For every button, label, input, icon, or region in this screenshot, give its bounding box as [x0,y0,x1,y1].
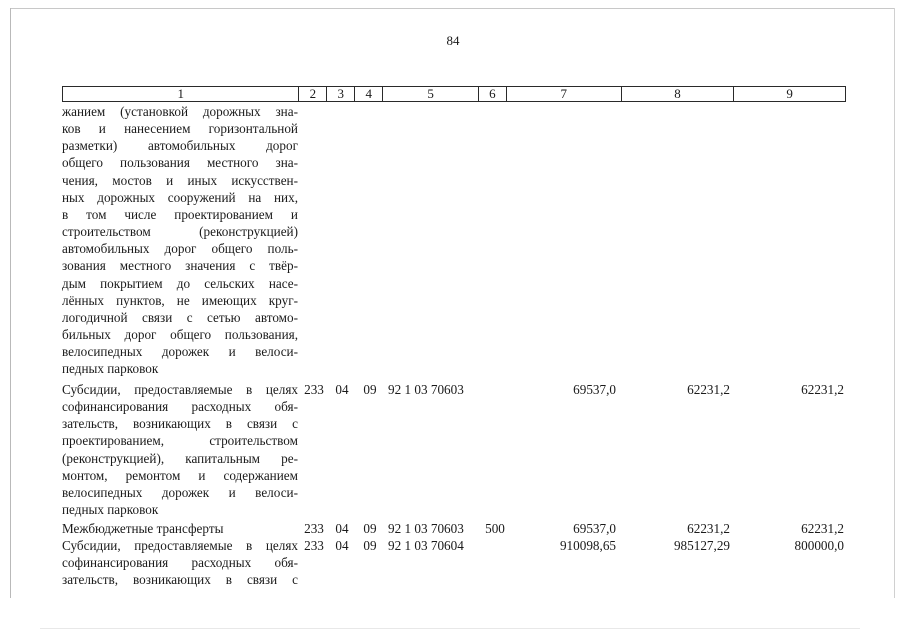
description-line: (реконструкцией), капитальным ре- [62,450,298,466]
description-line: логодичной связи с сетью автомо- [62,309,298,325]
admin-code: 233 [304,382,324,397]
target-article-code: 92 1 03 70604 [388,538,464,553]
description-line: Субсидии, предоставляемые в целях [62,382,298,397]
header-col-5: 5 [383,87,479,101]
header-col-9: 9 [786,86,793,101]
description-line: ков и нанесением горизонтальной [62,121,298,137]
amount-col-7: 69537,0 [573,382,616,397]
description-line: Субсидии, предоставляемые в целях [62,538,298,553]
subsection-code: 09 [363,521,377,536]
description-line: дым покрытием до сельских насе- [62,275,298,291]
amount-col-8: 985127,29 [673,538,730,553]
header-col-3: 3 [327,87,355,101]
row-description [62,520,298,537]
scan-edge-right [894,8,895,598]
amount-col-8: 62231,2 [687,521,730,536]
expense-type-code: 500 [485,521,505,536]
row-description [62,537,298,588]
amount-col-7: 69537,0 [573,521,616,536]
description-line: педных парковок [62,502,159,518]
description-line: педных парковок [62,361,159,377]
description-line: проектированием, строительством [62,433,298,449]
description-line: чения, мостов и иных искусствен- [62,172,298,188]
section-code: 04 [335,382,349,397]
amount-col-9: 62231,2 [801,382,844,397]
description-line: велосипедных дорожек и велоси- [62,484,298,500]
admin-code: 233 [304,538,324,553]
header-col-4: 4 [355,87,383,101]
description-line: софинансирования расходных обя- [62,555,298,571]
description-line: разметки) автомобильных дорог [62,138,298,154]
description-line: автомобильных дорог общего поль- [62,241,298,257]
description-line: Межбюджетные трансферты [62,521,224,536]
scan-artifact [40,628,860,629]
row-description [62,103,298,378]
header-col-7: 7 [507,87,622,101]
description-line: жанием (установкой дорожных зна- [62,104,298,119]
page-number: 84 [446,33,460,48]
amount-col-8: 62231,2 [687,382,730,397]
scan-edge-left [10,8,11,598]
description-line: общего пользования местного зна- [62,155,298,171]
subsection-code: 09 [363,382,377,397]
target-article-code: 92 1 03 70603 [388,382,464,397]
header-col-6: 6 [479,87,507,101]
amount-col-9: 62231,2 [801,521,844,536]
description-line: бильных дорог общего пользования, [62,327,298,343]
amount-col-7: 910098,65 [559,538,616,553]
table-header-row [62,86,846,102]
admin-code: 233 [304,521,324,536]
section-code: 04 [335,521,349,536]
target-article-code: 92 1 03 70603 [388,521,464,536]
scan-edge-top [10,8,895,9]
subsection-code: 09 [363,538,377,553]
description-line: в том числе проектированием и [62,206,298,222]
description-line: строительством (реконструкцией) [62,224,298,240]
description-line: софинансирования расходных обя- [62,399,298,415]
description-line: зования местного значения с твёр- [62,258,298,274]
description-line: зательств, возникающих в связи с [62,572,298,588]
description-line: зательств, возникающих в связи с [62,416,298,432]
description-line: велосипедных дорожек и велоси- [62,344,298,360]
amount-col-9: 800000,0 [794,538,844,553]
row-description [62,381,298,518]
description-line: лённых пунктов, не имеющих круг- [62,292,298,308]
description-line: монтом, ремонтом и содержанием [62,467,298,483]
description-line: ных дорожных сооружений на них, [62,189,298,205]
header-col-1: 1 [63,87,299,101]
section-code: 04 [335,538,349,553]
header-col-8: 8 [622,87,735,101]
header-col-2: 2 [299,87,327,101]
